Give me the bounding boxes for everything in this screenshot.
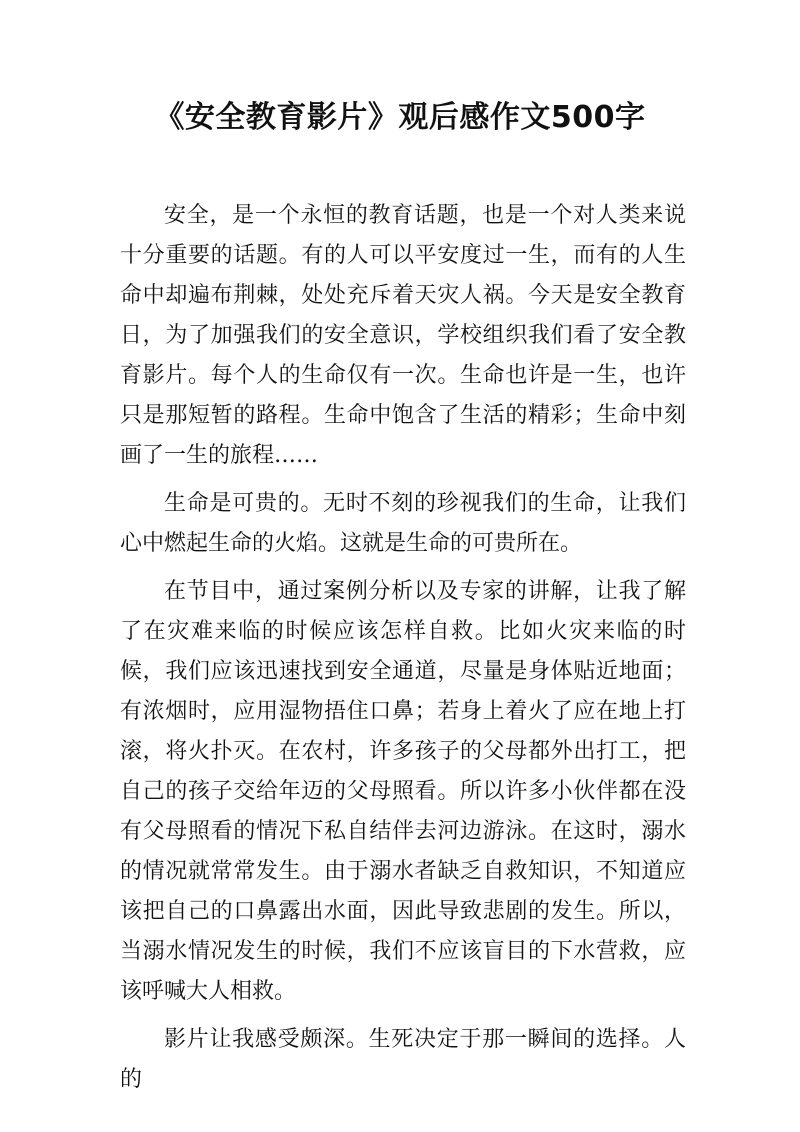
paragraph-4: 影片让我感受颇深。生死决定于那一瞬间的选择。人的 [120,1027,686,1092]
paragraph-1: 安全，是一个永恒的教育话题，也是一个对人类来说十分重要的话题。有的人可以平安度过一生，而有的人生命中却遍布荆棘，处处充斥着天灾人祸。今天是安全教育日，为了加强我们的安全意识，学校组织我们看了安全教育影片。每个人的生命仅有一次。生命也许是一生，也许只是那短暂的路程。生命中饱含了生活的精彩；生命中刻画了一生的旅程…… [120,203,686,468]
paragraph-2: 生命是可贵的。无时不刻的珍视我们的生命，让我们心中燃起生命的火焰。这就是生命的可贵所在。 [120,491,686,556]
document-title: 《安全教育影片》观后感作文500字 [154,100,646,135]
paragraph-3: 在节目中，通过案例分析以及专家的讲解，让我了解了在灾难来临的时候应该怎样自救。比如火灾来临的时候，我们应该迅速找到安全通道，尽量是身体贴近地面；有浓烟时，应用湿物捂住口鼻；若身上着火了应在地上打滚，将火扑灭。在农村，许多孩子的父母都外出打工，把自己的孩子交给年迈的父母照看。所以许多小伙伴都在没有父母照看的情况下私自结伴去河边游泳。在这时，溺水的情况就常常发生。由于溺水者缺乏自救知识，不知道应该把自己的口鼻露出水面，因此导致悲剧的发生。所以，当溺水情况发生的时候，我们不应该盲目的下水营救，应该呼喊大人相救。 [120,579,686,1004]
document-body [120,196,686,1108]
